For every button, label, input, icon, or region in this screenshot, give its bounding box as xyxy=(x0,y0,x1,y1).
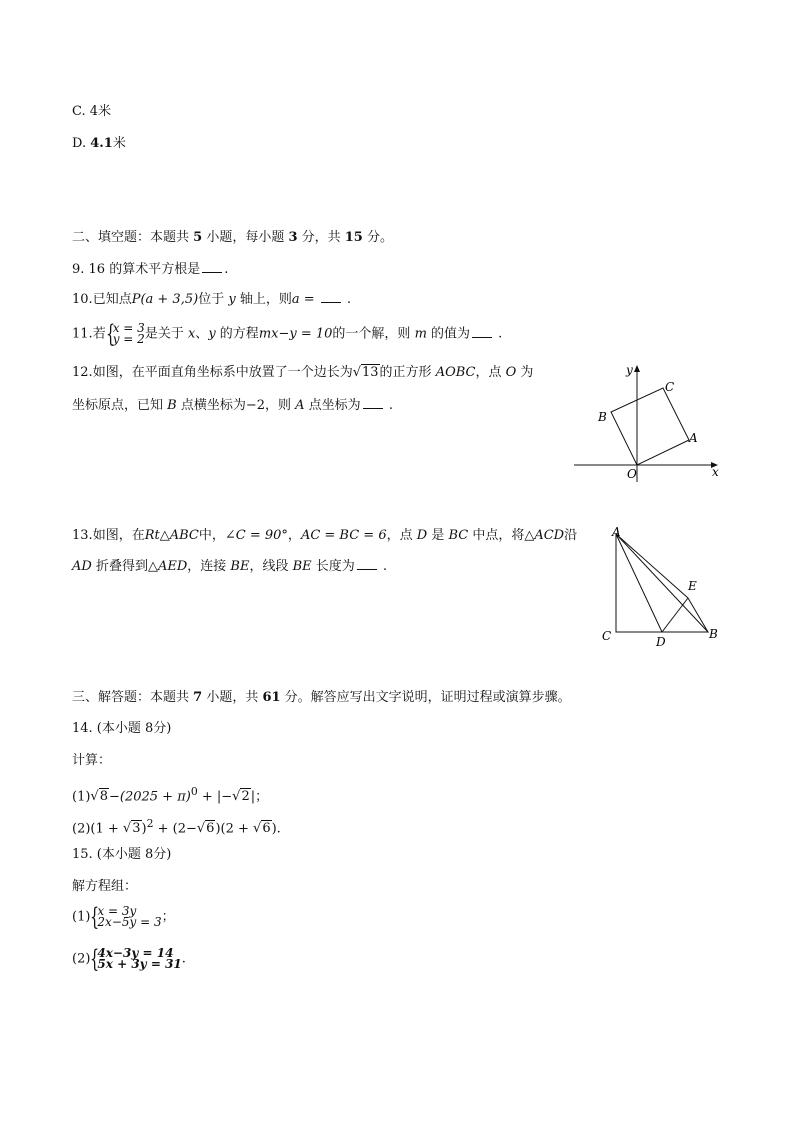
question-14-title: 14. (本小题 8分) xyxy=(72,721,172,736)
question-14-part-1: $(1)√8-(2025 + \pi)^0 + |-√2|$； xyxy=(72,785,269,805)
label-b: B xyxy=(709,627,718,641)
question-13-line-1: 13.如图，在Rt△ABC中，∠C = 90°，AC = BC = 6，点 D 是 BC 中点，将△ACD沿 xyxy=(72,528,578,543)
label-a: A xyxy=(689,431,698,445)
label-c: C xyxy=(665,380,675,394)
figure-13-triangle xyxy=(598,522,728,652)
question-15-instruction: 解方程组： xyxy=(72,879,138,894)
question-9: 9. 16 的算术平方根是 . xyxy=(72,262,229,277)
question-15-part-1: (1) { x = 3y 2x−5y = 3； xyxy=(72,903,175,931)
section-2-heading: 二、填空题：本题共 5 小题，每小题 3 分，共 15 分。 xyxy=(72,230,393,245)
option-c: C. 4米 xyxy=(72,104,112,119)
segment-be xyxy=(688,598,708,632)
question-14-instruction: 计算： xyxy=(72,753,112,768)
y-axis-arrow xyxy=(634,365,640,372)
question-12-line-1: 12.如图，在平面直角坐标系中放置了一个边长为√13的正方形 AOBC，点 O 为 xyxy=(72,365,534,380)
label-y: y xyxy=(626,363,633,377)
figure-12-coordinate-square xyxy=(568,360,728,485)
label-a: A xyxy=(612,525,621,539)
equation-system: { x = 3 y = 2 xyxy=(105,320,145,348)
segment-de xyxy=(662,598,688,632)
label-e: E xyxy=(688,579,697,593)
answer-blank xyxy=(321,290,341,303)
question-15-part-2: (2) { 4x−3y = 14 5x + 3y = 31. xyxy=(72,945,186,973)
question-13-line-2: AD 折叠得到△AED，连接 BE，线段 BE 长度为 . xyxy=(72,559,388,574)
square-aobc xyxy=(611,388,689,465)
answer-blank xyxy=(472,325,492,338)
label-x: x xyxy=(712,465,719,479)
question-10: 10.已知点P(a + 3,5)位于 y 轴上，则a = . xyxy=(72,292,352,307)
answer-blank xyxy=(363,396,383,409)
question-14-part-2: $(2)(1 + √3)^2 + (2-√6)(2 + √6)$. xyxy=(72,817,281,837)
label-c: C xyxy=(602,629,612,643)
equation-system: { x = 3y 2x−5y = 3 xyxy=(90,903,162,931)
segment-ad xyxy=(616,534,662,632)
answer-blank xyxy=(357,557,377,570)
equation-system: { 4x−3y = 14 5x + 3y = 31 xyxy=(90,945,182,973)
label-b: B xyxy=(598,410,607,424)
question-12-line-2: 坐标原点，已知 B 点横坐标为−2，则 A 点坐标为 . xyxy=(72,398,393,413)
label-d: D xyxy=(656,635,666,649)
option-d: D. 4.1米 xyxy=(72,136,126,151)
label-o: O xyxy=(627,467,637,481)
question-15-title: 15. (本小题 8分) xyxy=(72,847,172,862)
answer-blank xyxy=(202,260,222,273)
section-3-heading: 三、解答题：本题共 7 小题，共 61 分。解答应写出文字说明，证明过程或演算步骤。 xyxy=(72,690,571,705)
question-11: 11.若 { x = 3 y = 2是关于 x、y 的方程mx−y = 10的一个解，则 m 的值为 . xyxy=(72,320,503,348)
segment-ae xyxy=(616,534,688,598)
